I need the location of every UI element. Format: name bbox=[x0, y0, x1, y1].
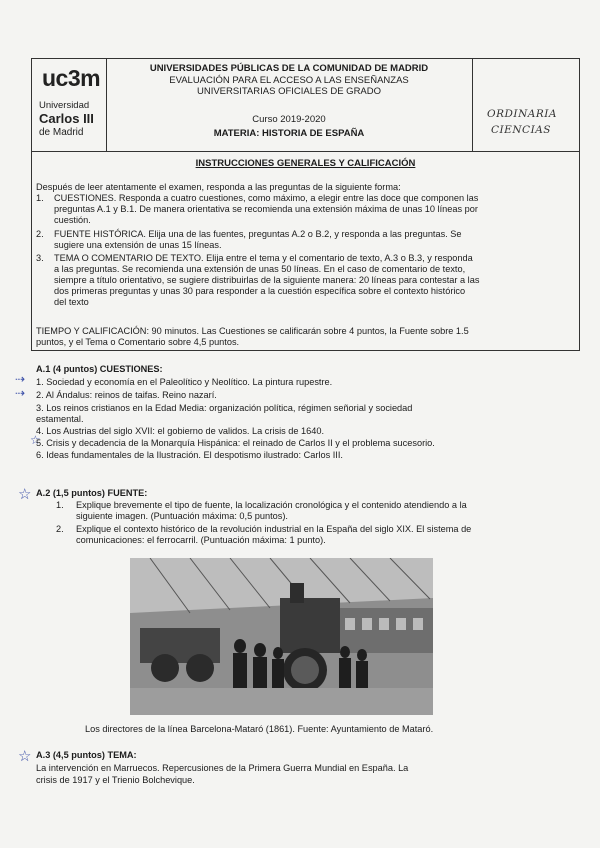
historical-photo bbox=[130, 558, 433, 715]
item-1-line-1: CUESTIONES. Responda a cuatro cuestiones, como máximo, a elegir entre las doce que componen las bbox=[54, 193, 479, 203]
header-title bbox=[106, 63, 472, 98]
handwritten-box bbox=[472, 59, 580, 151]
item-2-line-1: FUENTE HISTÓRICA. Elija una de las fuentes, preguntas A.2 o B.2, y responda a las preguntas. Se bbox=[54, 229, 462, 239]
star-mark-icon: ☆ bbox=[30, 433, 41, 447]
item-2-number: 2. bbox=[36, 229, 44, 239]
header-box bbox=[31, 58, 580, 152]
a1-question-1: 1. Sociedad y economía en el Paleolítico y Neolítico. La pintura rupestre. bbox=[36, 377, 333, 387]
item-3-line-5: del texto bbox=[54, 297, 89, 307]
logo-madrid: de Madrid bbox=[39, 127, 84, 138]
photo-caption: Los directores de la línea Barcelona-Mataró (1861). Fuente: Ayuntamiento de Mataró. bbox=[85, 724, 434, 734]
time-line-2: puntos, y el Tema o Comentario sobre 4,5 puntos. bbox=[36, 337, 240, 347]
item-2-line-2: sugiere una extensión de unas 15 líneas. bbox=[54, 240, 222, 250]
a3-title: A.3 (4,5 puntos) TEMA: bbox=[36, 750, 137, 760]
a1-question-2: 2. Al Ándalus: reinos de taifas. Reino nazarí. bbox=[36, 390, 217, 400]
a1-question-3b: estamental. bbox=[36, 414, 84, 424]
instructions-box bbox=[31, 150, 580, 351]
handwritten-ordinaria: ORDINARIA bbox=[487, 108, 557, 120]
a2-item-2-number: 2. bbox=[56, 524, 64, 534]
a1-question-5: 5. Crisis y decadencia de la Monarquía Hispánica: el reinado de Carlos II y el problema sucesorio. bbox=[36, 438, 435, 448]
subject: MATERIA: HISTORIA DE ESPAÑA bbox=[213, 128, 365, 139]
item-3-number: 3. bbox=[36, 253, 44, 263]
time-line-1: TIEMPO Y CALIFICACIÓN: 90 minutos. Las Cuestiones se calificarán sobre 4 puntos, la Fuente sobre 1.5 bbox=[36, 326, 469, 336]
a2-item-2-line-2: comunicaciones: el ferrocarril. (Puntuación máxima: 1 punto). bbox=[76, 535, 326, 545]
item-3-line-2: a las preguntas. Se recomienda una extensión de unas 50 líneas. En el caso de comentario de texto, bbox=[54, 264, 466, 274]
header-line-1: UNIVERSIDADES PÚBLICAS DE LA COMUNIDAD DE MADRID bbox=[149, 63, 429, 74]
item-3-line-4: dos primeras preguntas y unas 30 para responder a la cuestión específica sobre el contexto histórico bbox=[54, 286, 466, 296]
a1-title: A.1 (4 puntos) CUESTIONES: bbox=[36, 364, 163, 374]
a3-line-2: crisis de 1917 y el Trienio Bolchevique. bbox=[36, 775, 195, 785]
arrow-mark-icon: ⇢ bbox=[15, 372, 26, 386]
a1-question-3a: 3. Los reinos cristianos en la Edad Media: organización política, régimen señorial y sociedad bbox=[36, 403, 413, 413]
logo-main-text: uc3m bbox=[42, 65, 101, 91]
item-1-number: 1. bbox=[36, 193, 44, 203]
item-3-line-3: siempre a título orientativo, se sugiere distribuirlas de la siguiente manera: 20 líneas para contestar a las bbox=[54, 275, 480, 285]
star-mark-icon: ☆ bbox=[18, 486, 32, 503]
handwritten-ciencias: CIENCIAS bbox=[491, 124, 551, 136]
railway-photo-illustration bbox=[130, 558, 433, 715]
a3-line-1: La intervención en Marruecos. Repercusiones de la Primera Guerra Mundial en España. La bbox=[36, 763, 409, 773]
item-1-line-3: cuestión. bbox=[54, 215, 91, 225]
header-line-3: UNIVERSITARIAS OFICIALES DE GRADO bbox=[196, 86, 382, 97]
instructions-intro: Después de leer atentamente el examen, responda a las preguntas de la siguiente forma: bbox=[36, 182, 401, 192]
a2-title: A.2 (1,5 puntos) FUENTE: bbox=[36, 488, 148, 498]
item-1-line-2: preguntas A.1 y B.1. De manera orientativa se recomienda una extensión máxima de unas 10 líneas por bbox=[54, 204, 478, 214]
a2-item-2-line-1: Explique el contexto histórico de la revolución industrial en la España del siglo XIX. El sistema de bbox=[76, 524, 472, 534]
a2-item-1-line-1: Explique brevemente el tipo de fuente, la localización cronológica y el contenido atendiendo a la bbox=[76, 500, 467, 510]
arrow-mark-icon: ⇢ bbox=[15, 386, 26, 400]
item-3-line-1: TEMA O COMENTARIO DE TEXTO. Elija entre el tema y el comentario de texto, A.3 o B.3, y responda bbox=[54, 253, 473, 263]
logo-carlos: Carlos III bbox=[39, 111, 94, 126]
a1-question-6: 6. Ideas fundamentales de la Ilustración. El despotismo ilustrado: Carlos III. bbox=[36, 450, 343, 460]
instructions-title: INSTRUCCIONES GENERALES Y CALIFICACIÓN bbox=[195, 158, 416, 169]
a1-question-4: 4. Los Austrias del siglo XVII: el gobierno de validos. La crisis de 1640. bbox=[36, 426, 325, 436]
university-logo bbox=[32, 59, 107, 151]
course-year: Curso 2019-2020 bbox=[252, 114, 326, 125]
star-mark-icon: ☆ bbox=[18, 748, 32, 765]
a2-item-1-number: 1. bbox=[56, 500, 64, 510]
header-line-2: EVALUACIÓN PARA EL ACCESO A LAS ENSEÑANZAS bbox=[169, 74, 409, 86]
a2-item-1-line-2: siguiente imagen. (Puntuación máxima: 0,5 puntos). bbox=[76, 511, 288, 521]
logo-universidad: Universidad bbox=[39, 100, 90, 111]
